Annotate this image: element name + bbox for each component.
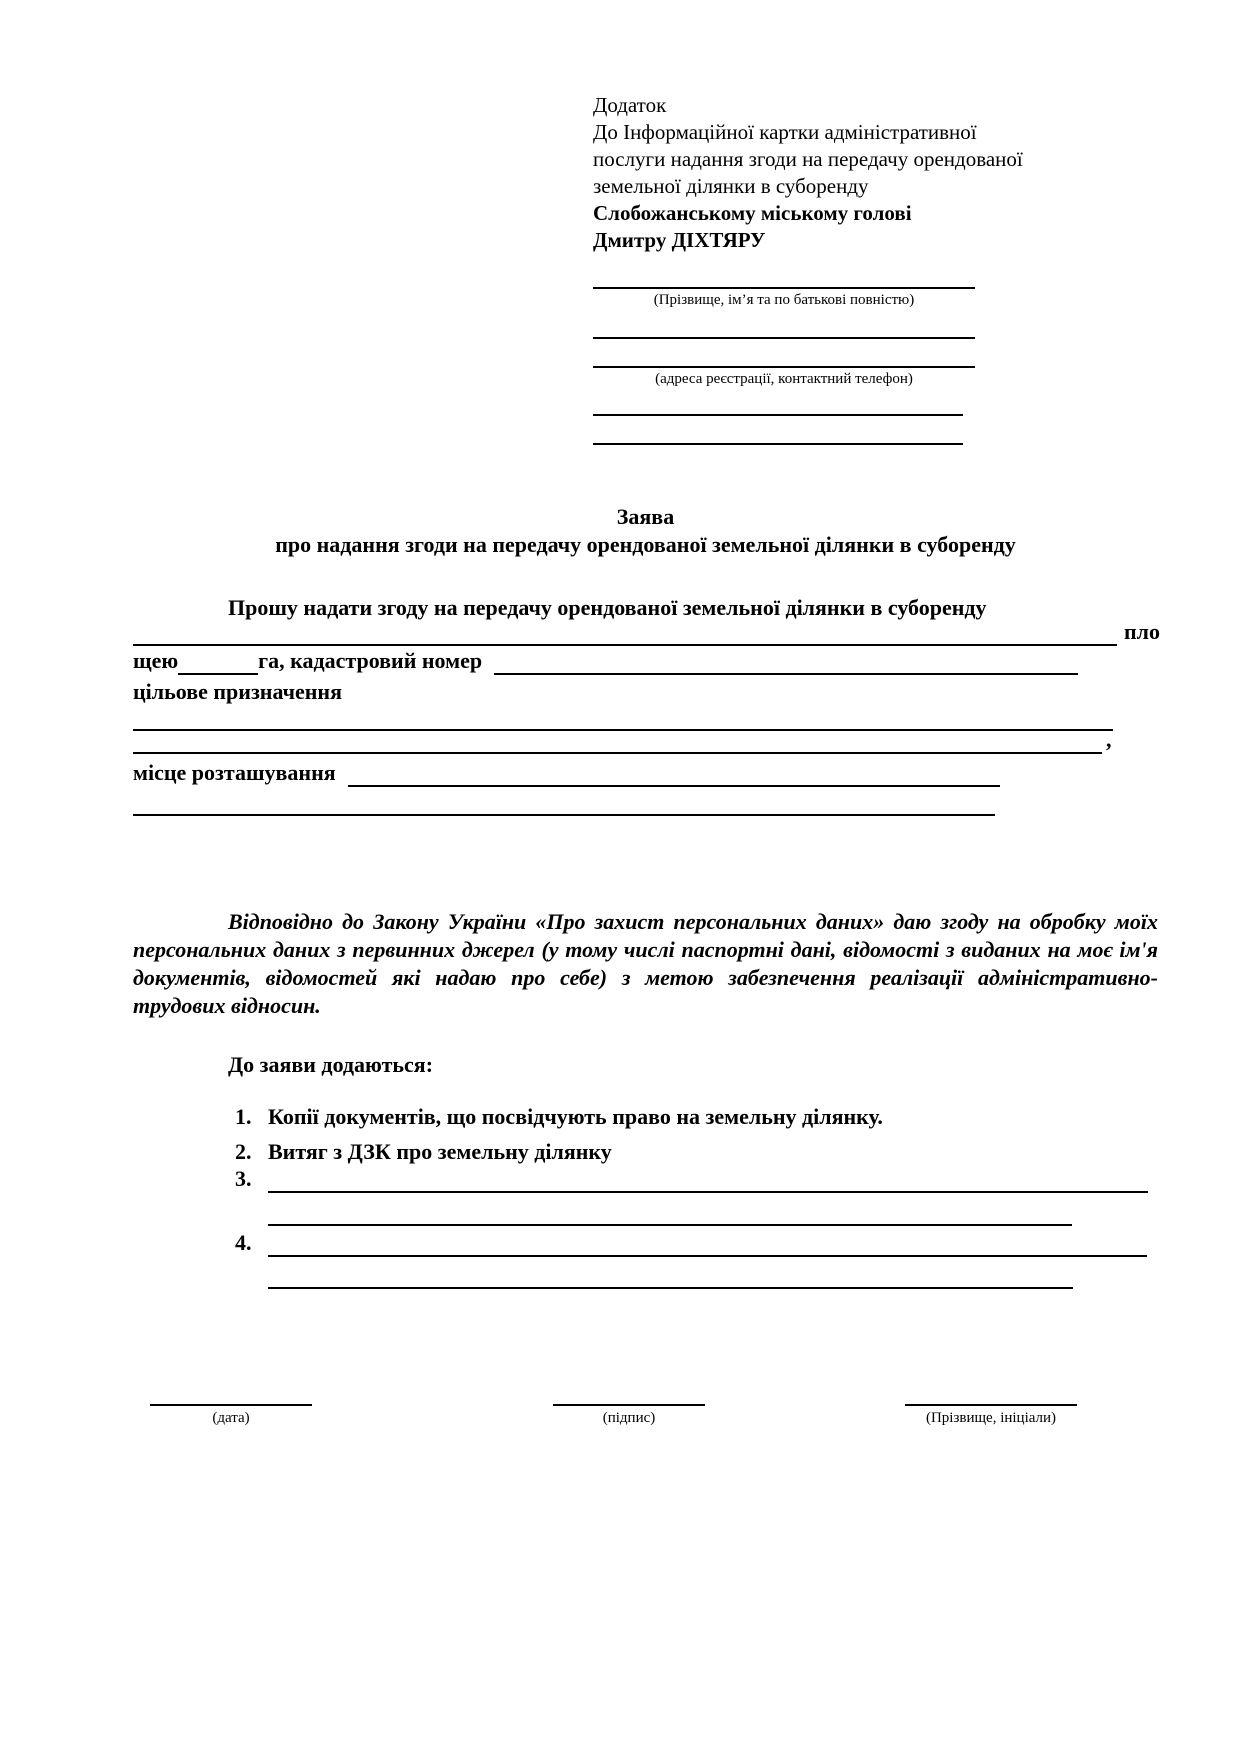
item-number: 4. xyxy=(235,1230,252,1255)
doc-subtitle: про надання згоди на передачу орендованої земельної ділянки в суборенду xyxy=(275,532,1016,557)
date-caption: (дата) xyxy=(212,1410,250,1426)
comma-text: , xyxy=(1106,727,1112,752)
attachment-item-3 xyxy=(235,1166,1148,1193)
annex-line-4: земельної ділянки в суборенду xyxy=(593,174,869,198)
location-label: місце розташування xyxy=(133,760,336,785)
applicant-address-blank-line xyxy=(593,366,975,368)
signature-sign-field xyxy=(553,1404,705,1427)
plot-blank-line xyxy=(133,622,1117,646)
signature-date-field xyxy=(150,1404,312,1427)
sign-caption: (підпис) xyxy=(602,1410,656,1426)
attachment-item-1 xyxy=(235,1103,1155,1131)
item-number: 2. xyxy=(235,1139,252,1164)
applicant-name-caption: (Прізвище, ім’я та по батькові повністю) xyxy=(653,292,915,308)
annex-line-3: послуги надання згоди на передачу орендованої xyxy=(593,147,1023,171)
hyphenated-word-plo: пло xyxy=(1123,619,1160,644)
purpose-label: цільове призначення xyxy=(133,679,343,704)
item-text: Копії документів, що посвідчують право на земельну ділянку. xyxy=(268,1104,883,1129)
name-caption: (Прізвище, ініціали) xyxy=(925,1410,1057,1426)
applicant-name-blank-line xyxy=(593,287,975,289)
signature-name-field xyxy=(905,1404,1077,1427)
request-line: Прошу надати згоду на передачу орендованої земельної ділянки в суборенду xyxy=(228,595,987,620)
purpose-blank-row-2 xyxy=(133,727,1158,754)
area-blank-line xyxy=(178,650,258,675)
item-number: 1. xyxy=(235,1104,252,1129)
blank-line xyxy=(593,443,963,445)
attachment-blank-line xyxy=(268,1170,1148,1193)
attachment-blank-line xyxy=(268,1234,1147,1257)
item-number: 3. xyxy=(235,1166,252,1191)
recipient-title: Слобожанському міському голові xyxy=(593,201,912,225)
cadastral-number-blank-line xyxy=(494,650,1078,675)
location-blank-line xyxy=(348,759,1000,787)
area-cadastral-row xyxy=(133,650,1158,675)
annex-header xyxy=(593,92,1153,254)
annex-line-1: Додаток xyxy=(593,93,667,117)
attachment-item-4 xyxy=(235,1230,1147,1257)
recipient-name: Дмитру ДІХТЯРУ xyxy=(593,228,766,252)
consent-paragraph: Відповідно до Закону України «Про захист персональних даних» даю згоду на обробку моїх персональних даних з первинних джерел (у тому числі паспортні дані, відомості з виданих на моє ім'я документів, відомостей які надаю про себе) з метою забезпечення реалізації адміністративно-трудових відносин. xyxy=(133,909,1158,1018)
hyphenated-word-shcheiu: щею xyxy=(133,648,179,673)
doc-title: Заява xyxy=(616,504,675,529)
location-row xyxy=(133,759,1158,787)
location-blank-line-2 xyxy=(133,814,995,816)
blank-line xyxy=(593,414,963,416)
plot-blank-row xyxy=(133,619,1160,646)
attachment-blank-line xyxy=(268,1224,1072,1226)
cadastral-number-label: га, кадастровий номер xyxy=(258,648,483,673)
item-text: Витяг з ДЗК про земельну ділянку xyxy=(268,1139,612,1164)
applicant-address-caption: (адреса реєстрації, контактний телефон) xyxy=(655,371,913,387)
annex-line-2: До Інформаційної картки адміністративної xyxy=(593,120,977,144)
blank-line xyxy=(593,337,975,339)
attachment-blank-line xyxy=(268,1287,1073,1289)
blank-line xyxy=(133,731,1102,754)
attachments-heading: До заяви додаються: xyxy=(228,1052,434,1077)
attachment-item-2 xyxy=(235,1138,1155,1166)
